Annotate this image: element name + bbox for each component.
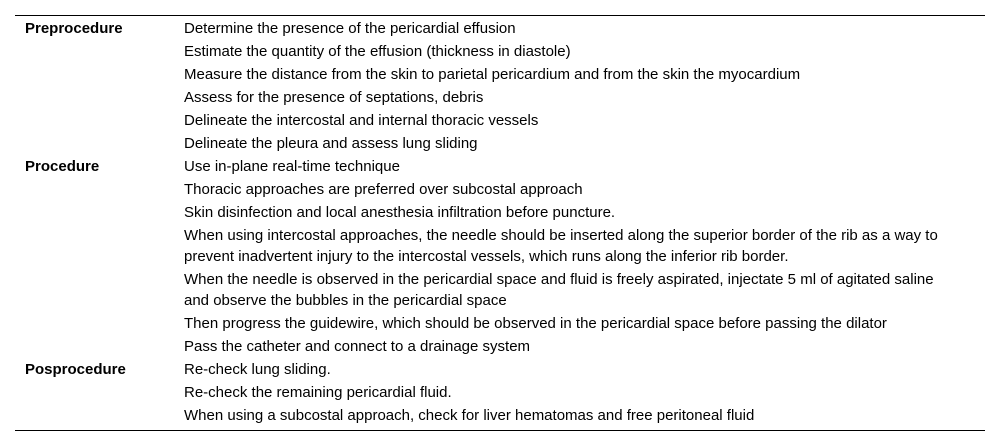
step-text: When the needle is observed in the pericardial space and fluid is freely aspirated, injectate 5 ml of agitated saline and observe the bubbles in the pericardial space	[184, 271, 934, 309]
table-row	[15, 312, 985, 335]
phase-cell-empty	[15, 86, 184, 109]
phase-label-procedure: Procedure	[25, 158, 100, 175]
table-row	[15, 358, 985, 381]
phase-label-posprocedure: Posprocedure	[25, 361, 126, 378]
step-text: Delineate the intercostal and internal thoracic vessels	[184, 112, 539, 129]
phase-cell-empty	[15, 268, 184, 312]
table-row	[15, 86, 985, 109]
step-text: When using a subcostal approach, check for liver hematomas and free peritoneal fluid	[184, 407, 755, 424]
table-row	[15, 132, 985, 155]
phase-cell-empty	[15, 404, 184, 427]
table-row	[15, 40, 985, 63]
step-text: Delineate the pleura and assess lung sliding	[184, 135, 478, 152]
step-text: Assess for the presence of septations, debris	[184, 89, 484, 106]
table-row	[15, 17, 985, 40]
table-row	[15, 155, 985, 178]
step-text: Re-check lung sliding.	[184, 361, 331, 378]
phase-cell-empty	[15, 312, 184, 335]
table-row	[15, 178, 985, 201]
table-row	[15, 109, 985, 132]
step-text: Then progress the guidewire, which should be observed in the pericardial space before passing the dilator	[184, 315, 887, 332]
table-row	[15, 335, 985, 358]
step-text: Use in-plane real-time technique	[184, 158, 400, 175]
phase-cell-empty	[15, 201, 184, 224]
table-row	[15, 404, 985, 427]
table-row	[15, 201, 985, 224]
phase-label-preprocedure: Preprocedure	[25, 20, 123, 37]
step-text: Re-check the remaining pericardial fluid.	[184, 384, 452, 401]
table-row	[15, 63, 985, 86]
step-text: Skin disinfection and local anesthesia infiltration before puncture.	[184, 204, 616, 221]
phase-cell-empty	[15, 335, 184, 358]
procedure-table-body	[15, 17, 985, 427]
step-text: Measure the distance from the skin to parietal pericardium and from the skin the myocardium	[184, 66, 801, 83]
table-row	[15, 268, 985, 312]
procedure-table-container	[15, 15, 985, 431]
phase-cell-empty	[15, 40, 184, 63]
step-text: Estimate the quantity of the effusion (thickness in diastole)	[184, 43, 571, 60]
phase-cell-empty	[15, 63, 184, 86]
table-row	[15, 381, 985, 404]
step-text: Thoracic approaches are preferred over subcostal approach	[184, 181, 583, 198]
step-text: Pass the catheter and connect to a drainage system	[184, 338, 531, 355]
phase-cell-empty	[15, 381, 184, 404]
phase-cell-empty	[15, 224, 184, 268]
phase-cell-empty	[15, 132, 184, 155]
phase-cell-empty	[15, 178, 184, 201]
table-row	[15, 224, 985, 268]
procedure-table	[15, 17, 985, 427]
step-text: Determine the presence of the pericardial effusion	[184, 20, 516, 37]
phase-cell-empty	[15, 109, 184, 132]
step-text: When using intercostal approaches, the needle should be inserted along the superior border of the rib as a way to prevent inadvertent injury to the intercostal vessels, which runs along the inferior rib border.	[184, 227, 938, 265]
